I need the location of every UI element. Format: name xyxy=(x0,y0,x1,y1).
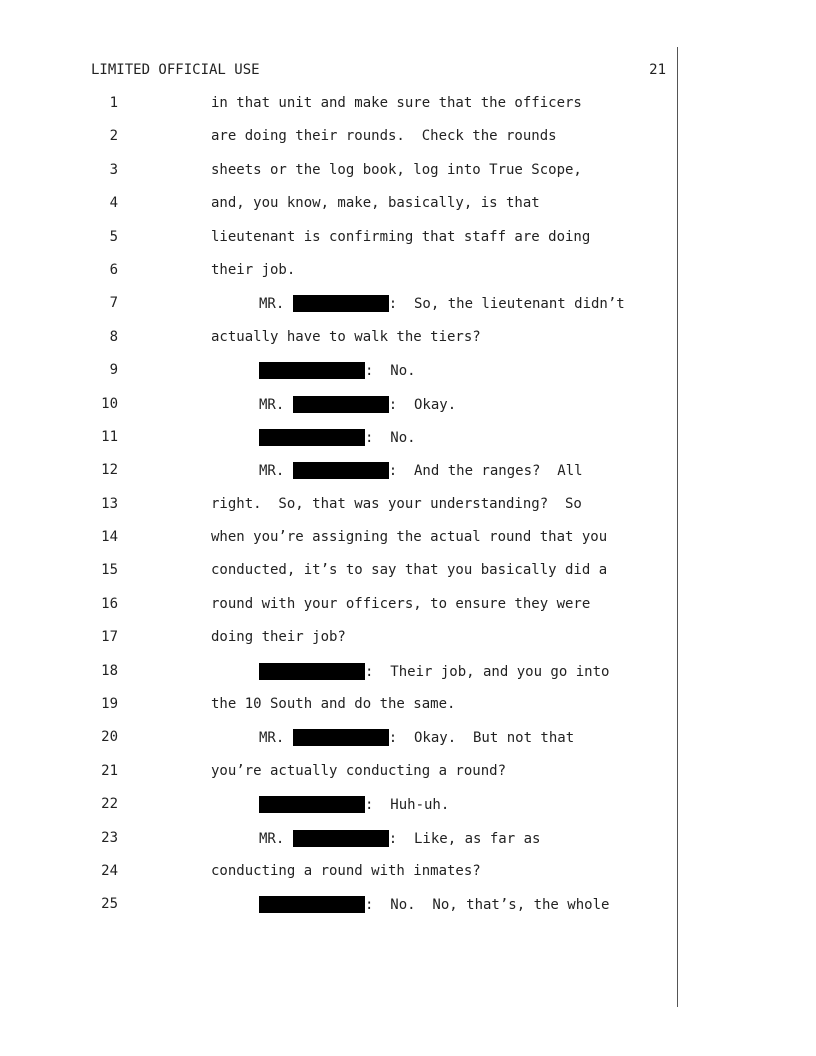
text-segment: doing their job? xyxy=(211,629,346,646)
line-text xyxy=(211,496,582,512)
line-number: 8 xyxy=(109,328,118,345)
transcript-line xyxy=(0,596,680,629)
transcript-line xyxy=(0,195,680,228)
transcript-line xyxy=(0,396,680,429)
transcript-line xyxy=(0,295,680,328)
text-segment: : Like, as far as xyxy=(388,830,541,847)
text-segment: : So, the lieutenant didn’t xyxy=(388,296,625,313)
page-number: 21 xyxy=(649,62,666,78)
line-number: 3 xyxy=(109,161,118,178)
text-segment: MR. xyxy=(259,463,293,480)
line-text xyxy=(259,729,574,746)
text-segment: and, you know, make, basically, is that xyxy=(211,195,540,212)
line-number: 12 xyxy=(101,462,118,479)
text-segment: : Okay. xyxy=(388,396,457,413)
text-segment: lieutenant is confirming that staff are doing xyxy=(211,228,591,245)
transcript-line xyxy=(0,729,680,762)
transcript-line xyxy=(0,830,680,863)
text-segment: : And the ranges? All xyxy=(388,463,583,480)
redaction-block xyxy=(293,295,389,312)
line-text xyxy=(211,262,295,278)
line-number: 14 xyxy=(101,529,118,546)
text-segment: MR. xyxy=(259,296,293,313)
line-text xyxy=(211,529,607,545)
line-text xyxy=(211,562,607,578)
transcript-line xyxy=(0,496,680,529)
line-text xyxy=(259,295,625,312)
transcript-line xyxy=(0,462,680,495)
transcript-line xyxy=(0,562,680,595)
line-number: 1 xyxy=(109,95,118,111)
line-text xyxy=(211,162,582,178)
text-segment: : No. No, that’s, the whole xyxy=(365,897,610,914)
text-segment: : Their job, and you go into xyxy=(365,663,610,680)
transcript-line xyxy=(0,629,680,662)
transcript-line xyxy=(0,162,680,195)
transcript-line xyxy=(0,896,680,929)
classification-header: LIMITED OFFICIAL USE xyxy=(91,62,260,78)
text-segment: : No. xyxy=(365,363,416,380)
transcript-line xyxy=(0,863,680,896)
line-number: 9 xyxy=(109,362,118,379)
line-text xyxy=(259,663,609,680)
transcript-line xyxy=(0,763,680,796)
text-segment: conducting a round with inmates? xyxy=(211,862,481,879)
line-text xyxy=(211,696,455,712)
line-text xyxy=(211,128,557,144)
line-text xyxy=(259,396,456,413)
text-segment: the 10 South and do the same. xyxy=(211,696,456,713)
text-segment: MR. xyxy=(259,830,293,847)
line-number: 20 xyxy=(101,729,118,746)
redaction-block xyxy=(293,396,389,413)
line-number: 22 xyxy=(101,796,118,813)
text-segment: conducted, it’s to say that you basically did a xyxy=(211,562,608,579)
text-segment: right. So, that was your understanding? So xyxy=(211,495,582,512)
line-number: 23 xyxy=(101,829,118,846)
transcript-line xyxy=(0,529,680,562)
line-number: 4 xyxy=(109,195,118,212)
redaction-block xyxy=(259,362,365,379)
text-segment: : Huh-uh. xyxy=(365,797,450,814)
transcript-line xyxy=(0,329,680,362)
text-segment: MR. xyxy=(259,396,293,413)
redaction-block xyxy=(259,429,365,446)
text-segment: in that unit and make sure that the officers xyxy=(211,95,582,111)
transcript-line xyxy=(0,796,680,829)
line-number: 13 xyxy=(101,495,118,512)
text-segment: are doing their rounds. Check the rounds xyxy=(211,128,557,145)
text-segment: round with your officers, to ensure they were xyxy=(211,595,591,612)
redaction-block xyxy=(259,663,365,680)
redaction-block xyxy=(293,729,389,746)
line-number: 2 xyxy=(109,128,118,145)
line-number: 18 xyxy=(101,662,118,679)
transcript-body xyxy=(0,95,680,930)
line-number: 15 xyxy=(101,562,118,579)
line-number: 19 xyxy=(101,696,118,713)
line-number: 17 xyxy=(101,629,118,646)
text-segment: their job. xyxy=(211,261,296,278)
transcript-line xyxy=(0,229,680,262)
redaction-block xyxy=(293,830,389,847)
transcript-line xyxy=(0,362,680,395)
transcript-line xyxy=(0,663,680,696)
line-text xyxy=(211,229,590,245)
redaction-block xyxy=(259,896,365,913)
line-text xyxy=(211,596,590,612)
text-segment: MR. xyxy=(259,730,293,747)
text-segment: : No. xyxy=(365,429,416,446)
line-text xyxy=(259,796,449,813)
transcript-line xyxy=(0,429,680,462)
redaction-block xyxy=(293,462,389,479)
line-text xyxy=(259,362,416,379)
line-text xyxy=(211,763,506,779)
line-number: 5 xyxy=(109,228,118,245)
line-text xyxy=(259,429,416,446)
text-segment: you’re actually conducting a round? xyxy=(211,762,507,779)
text-segment: when you’re assigning the actual round that you xyxy=(211,529,608,546)
line-text xyxy=(259,830,540,847)
line-number: 11 xyxy=(101,428,118,445)
line-text xyxy=(259,462,583,479)
line-number: 10 xyxy=(101,395,118,412)
line-text xyxy=(211,863,481,879)
transcript-line xyxy=(0,696,680,729)
text-segment: sheets or the log book, log into True Scope, xyxy=(211,161,582,178)
line-text xyxy=(211,629,346,645)
text-segment: actually have to walk the tiers? xyxy=(211,328,481,345)
line-text xyxy=(211,95,582,111)
line-number: 6 xyxy=(109,261,118,278)
line-number: 25 xyxy=(101,896,118,913)
line-number: 21 xyxy=(101,762,118,779)
text-segment: : Okay. But not that xyxy=(388,730,575,747)
transcript-line xyxy=(0,128,680,161)
line-number: 7 xyxy=(109,295,118,312)
transcript-line xyxy=(0,95,680,128)
redaction-block xyxy=(259,796,365,813)
line-text xyxy=(211,195,540,211)
transcript-line xyxy=(0,262,680,295)
line-number: 24 xyxy=(101,862,118,879)
line-number: 16 xyxy=(101,595,118,612)
line-text xyxy=(211,329,481,345)
line-text xyxy=(259,896,609,913)
